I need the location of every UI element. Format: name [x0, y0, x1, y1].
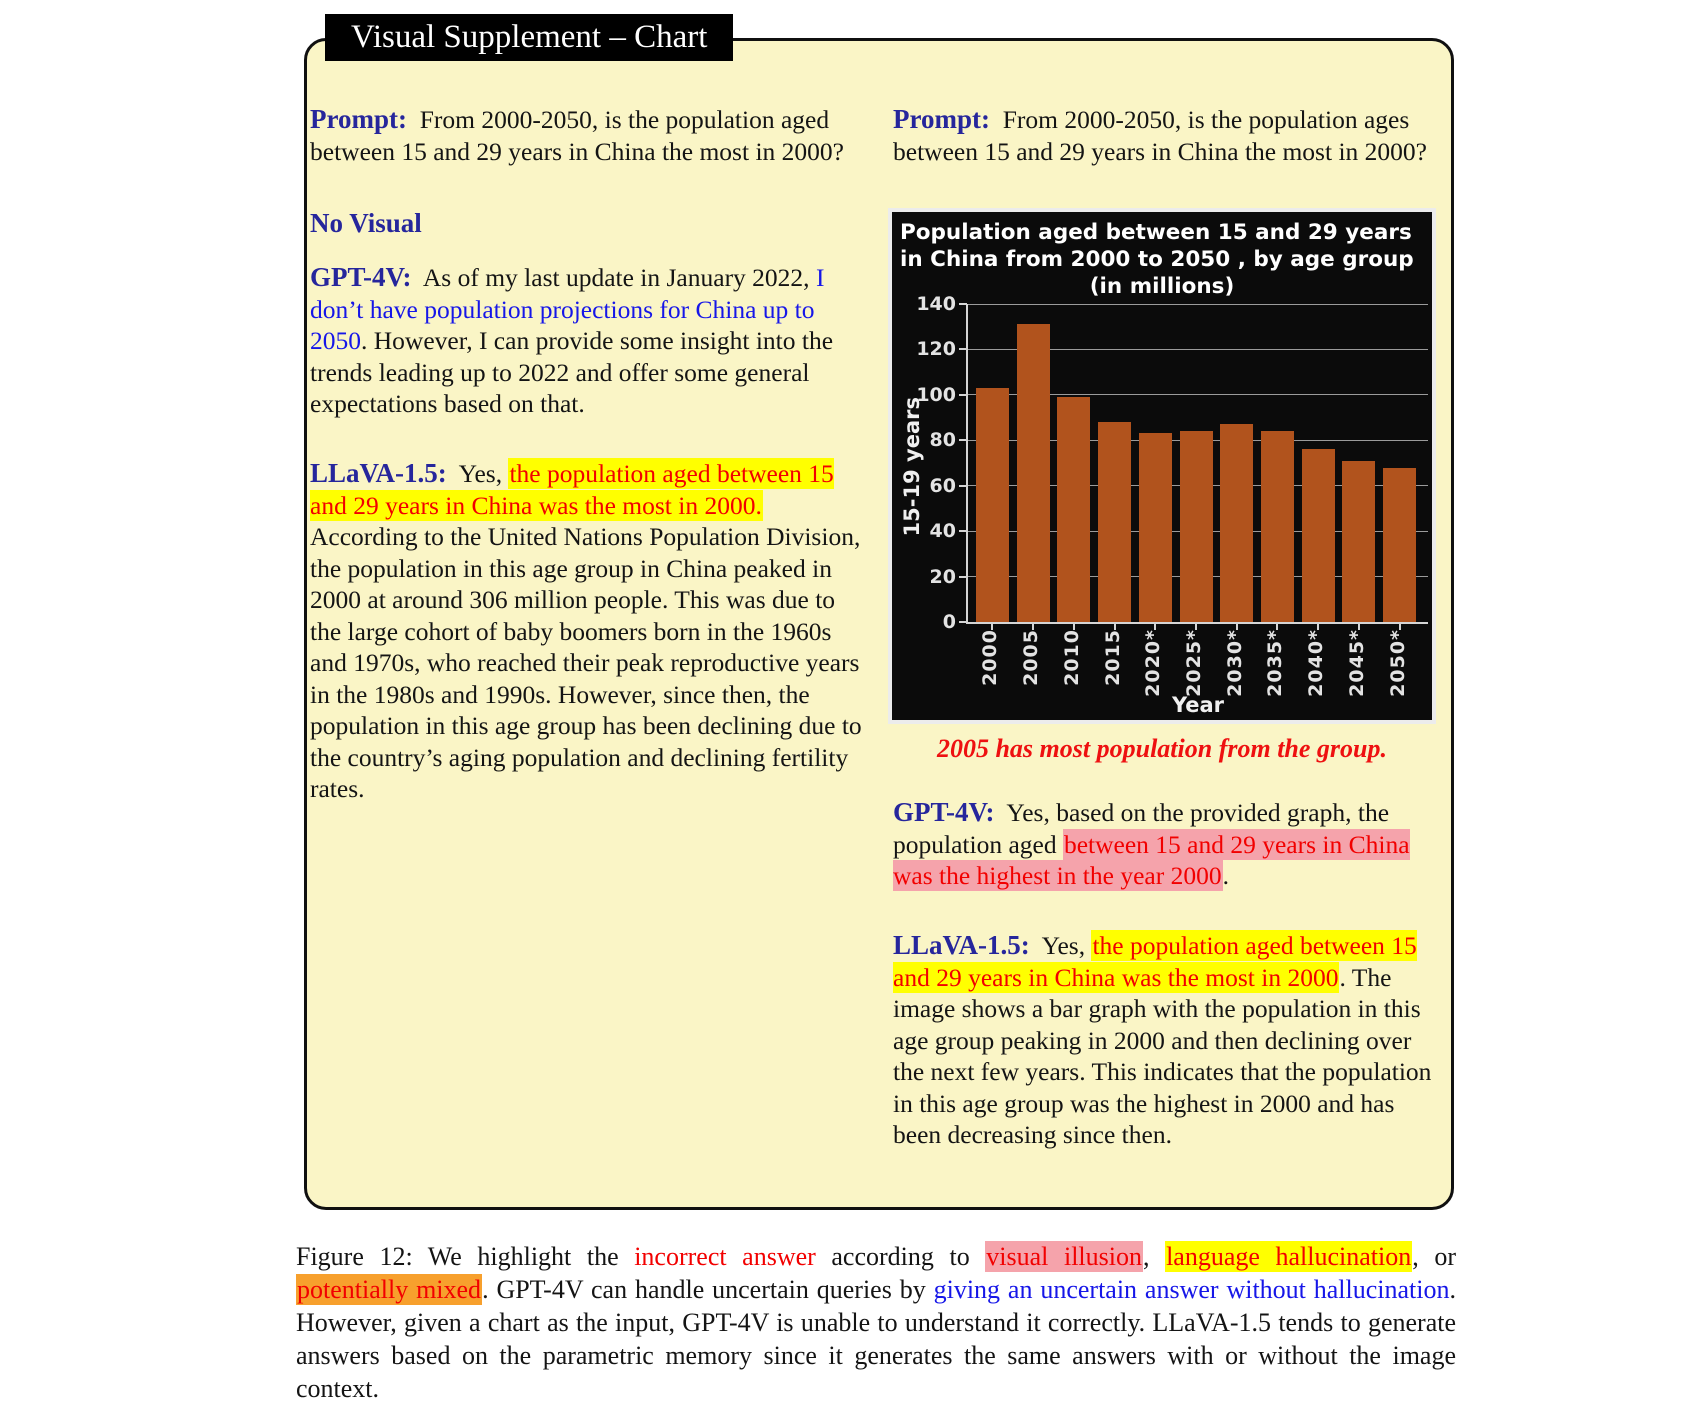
text-segment-hlP: between 15 and 29 years in China was the highest in the year 2000 [893, 829, 1410, 890]
x-tick-label: 2020* [1142, 629, 1165, 697]
bar-2025 [1180, 431, 1213, 622]
text-segment-hdr: LLaVA-1.5: [893, 930, 1030, 960]
bar-2000 [976, 388, 1009, 622]
text-segment-blue: giving an uncertain answer without hallucination [933, 1275, 1450, 1304]
text-segment-plain: According to the United Nations Population Division, the population in this age group in China peaked in 2000 at around 306 million people. This was due to the large cohort of baby boomers born in the 1960s and 1970s, who reached their peak reproductive years in the 1980s and 1990s. However, since then, the population in this age group has been declining due to the country’s aging population and declining fertility rates. [310, 522, 862, 803]
text-segment-hlY: the population aged between 15 and 29 years in China was the most in 2000. [310, 459, 834, 520]
y-tick-label: 120 [916, 338, 956, 361]
text-segment-plain: . GPT-4V can handle uncertain queries by [482, 1275, 934, 1304]
x-axis-line [966, 622, 1428, 624]
text-segment-plain: , [1142, 1242, 1166, 1271]
text-segment-plain: . The image shows a bar graph with the population in this age group peaking in 2000 and then declining over the next few years. This indicates that the population in this age group was the highest in 2000 and has been decreasing since then. [893, 962, 1432, 1149]
y-tick-label: 140 [916, 293, 956, 315]
bar-2005 [1017, 324, 1050, 622]
panel-title: Visual Supplement – Chart [351, 19, 708, 55]
text-segment-plain: Yes, [446, 459, 509, 488]
y-tick-mark [959, 303, 967, 305]
chart-title-line1: Population aged between 15 and 29 years [900, 220, 1412, 245]
bar-2035 [1261, 431, 1294, 622]
text-segment-plain: according to [815, 1242, 986, 1271]
y-axis-label: 15-19 years [900, 397, 924, 537]
y-tick-mark [959, 485, 967, 487]
y-tick-label: 20 [929, 565, 956, 588]
y-tick-mark [959, 394, 967, 396]
bar-2045 [1342, 461, 1375, 622]
population-bar-chart [888, 208, 1436, 724]
y-tick-label: 80 [929, 429, 956, 452]
text-segment-plain: . However, I can provide some insight into the trends leading up to 2022 and offer some general expectations based on that. [310, 326, 834, 418]
text-segment-hlO: potentially mixed [297, 1275, 482, 1304]
y-tick-mark [959, 348, 967, 350]
chart-title-line3: (in millions) [1089, 274, 1235, 299]
text-segment-blue: I don’t have population projections for China up to 2050 [310, 263, 825, 355]
text-segment-plain: . However, given a chart as the input, GPT-4V is unable to understand it correctly. LLaVA-1.5 tends to generate answers based on the parametric memory since it generates the same answers with or without the image context. [296, 1275, 1457, 1403]
x-axis-label: Year [1171, 693, 1225, 717]
text-segment-hdr: LLaVA-1.5: [310, 458, 447, 488]
x-tick-label: 2005 [1020, 629, 1043, 686]
bar-2010 [1057, 397, 1090, 622]
text-segment-hdr: Prompt: [310, 104, 407, 134]
bar-2040 [1302, 449, 1335, 622]
bar-2050 [1383, 468, 1416, 622]
text-segment-hlY: language hallucination [1166, 1242, 1412, 1271]
panel-title-tab [325, 14, 733, 61]
text-segment-plain: From 2000-2050, is the population ages between 15 and 29 years in China the most in 2000? [893, 105, 1427, 166]
figure-caption [296, 1240, 1456, 1405]
x-tick-label: 2010 [1060, 629, 1083, 686]
bar-2020 [1139, 433, 1172, 622]
prompt-left [310, 104, 870, 167]
x-tick-label: 2040* [1305, 629, 1328, 697]
chart-annotation: 2005 has most population from the group. [936, 734, 1388, 763]
bar-2015 [1098, 422, 1131, 622]
y-tick-label: 60 [929, 474, 956, 497]
x-tick-label: 2000 [979, 629, 1002, 686]
prompt-right [893, 104, 1438, 167]
y-tick-label: 40 [929, 520, 956, 543]
y-tick-label: 100 [916, 383, 956, 406]
bar-2030 [1220, 424, 1253, 622]
text-segment-plain: . [1222, 861, 1229, 890]
llava-response-left [310, 458, 870, 805]
x-tick-label: 2045* [1345, 629, 1368, 697]
text-segment-red: incorrect answer [634, 1242, 816, 1271]
x-tick-label: 2035* [1264, 629, 1287, 697]
gridline-140 [968, 304, 1428, 305]
text-segment-hdr: Prompt: [893, 104, 990, 134]
text-segment-plain: Yes, [1029, 931, 1092, 960]
chart-canvas [892, 212, 1432, 720]
y-tick-label: 0 [942, 611, 956, 633]
y-tick-mark [959, 530, 967, 532]
text-segment-plain: From 2000-2050, is the population aged between 15 and 29 years in China the most in 2000? [310, 105, 844, 166]
text-segment-plain: Yes, based on the provided graph, the population aged [893, 798, 1390, 859]
text-segment-plain: As of my last update in January 2022, [411, 263, 816, 292]
chart-title-line2: in China from 2000 to 2050 , by age group [900, 247, 1414, 272]
y-tick-mark [959, 576, 967, 578]
gpt4v-response-right [893, 797, 1438, 892]
x-tick-label: 2050* [1386, 629, 1409, 697]
text-segment-hlP: visual illusion [986, 1242, 1142, 1271]
y-tick-mark [959, 439, 967, 441]
text-segment-hdr: GPT-4V: [893, 797, 995, 827]
x-tick-label: 2030* [1223, 629, 1246, 697]
x-tick-label: 2025* [1183, 629, 1205, 697]
gpt4v-response-left [310, 262, 870, 420]
no-visual-label: No Visual [310, 208, 422, 238]
x-tick-label: 2015 [1101, 629, 1124, 686]
llava-response-right [893, 930, 1438, 1151]
text-segment-hlY: the population aged between 15 and 29 years in China was the most in 2000 [893, 931, 1417, 992]
text-segment-plain: Figure 12: We highlight the [296, 1242, 635, 1271]
text-segment-hdr: GPT-4V: [310, 262, 412, 292]
text-segment-plain: , or [1412, 1242, 1456, 1271]
